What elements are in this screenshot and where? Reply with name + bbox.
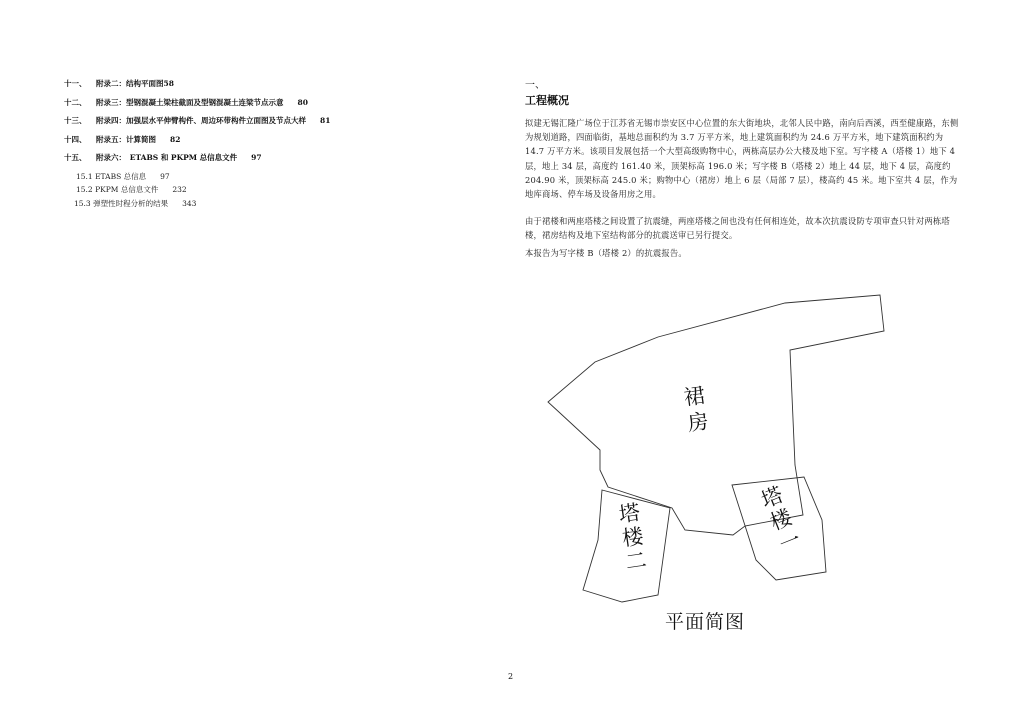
toc-entry-title: 附录五：计算简图 [96,134,156,144]
toc-subentry-page: 343 [182,198,197,208]
toc-entry-page: 97 [251,153,262,162]
toc-entry[interactable] [64,78,484,97]
toc-subentry[interactable] [64,184,484,198]
tower1-label-char-3: 一 [775,527,805,558]
toc-entry-number: 十四、 [64,134,87,144]
table-of-contents [64,78,484,211]
section-title: 工程概况 [525,94,569,107]
toc-subentry-title: 15.3 弹塑性时程分析的结果 [74,198,169,208]
toc-entry[interactable] [64,134,484,153]
toc-entry-number: 十五、 [64,153,87,162]
toc-subentry-title: 15.1 ETABS 总信息 [76,171,147,181]
tower1-label-char-1: 塔 [757,482,787,513]
seismic-joint-paragraph: 由于裙楼和两座塔楼之间设置了抗震缝，两座塔楼之间也没有任何相连处，故本次抗震设防专项审查只针对两栋塔楼，裙房结构及地下室结构部分的抗震送审已另行提交。 [525,216,950,241]
section-number: 一、 [525,80,545,91]
toc-subentry-page: 232 [172,185,187,194]
toc-entry-title: 附录六： ETABS 和 PKPM 总信息文件 [96,153,238,162]
figure-caption: 平面简图 [665,611,746,633]
podium-label-char-2: 房 [685,409,711,436]
podium-label-char-1: 裙 [682,383,707,410]
toc-entry-title: 附录三：型钢混凝土梁柱截面及型钢混凝土连梁节点示意 [96,97,284,107]
toc-entry-title: 附录四：加强层水平伸臂构件、周边环带构件立面图及节点大样 [96,116,306,125]
toc-entry-page: 80 [297,97,308,107]
page-number: 2 [508,672,514,681]
toc-subentry-title: 15.2 PKPM 总信息文件 [76,185,159,194]
tower2-label-char-1: 塔 [617,500,642,527]
report-scope-paragraph: 本报告为写字楼 B（塔楼 2）的抗震报告。 [525,248,687,258]
toc-entry-number: 十一、 [64,79,87,88]
toc-entry-page: 82 [170,134,181,144]
tower2-label-char-2: 楼 [620,524,645,551]
toc-entry-title: 附录二：结构平面图 [96,79,164,88]
tower2-label-char-3: 二 [624,547,649,575]
toc-entry[interactable] [64,152,484,171]
toc-entry[interactable] [64,115,484,134]
toc-subentry[interactable] [64,171,484,185]
overview-paragraph: 拟建无锡汇隆广场位于江苏省无锡市崇安区中心位置的东大街地块，北邻人民中路，南向后西溪，西至健康路，东侧为规划道路，四面临街，基地总面积约为 3.7 万平方米，地上建筑面积约为 24.6 万平方米，地下建筑面积约为 14.7 万平方米。该项目发展包括一个大型高级购物中心，两栋高层办公大楼及地下室。写字楼 A（塔楼 1）地下 4 层，地上 34 层，高度约 161.40 米，顶架标高 196.0 米；写字楼 B（塔楼 2）地上 44 层，地下 4 层，高度约 204.90 米，顶架标高 245.0 米；购物中心（裙房）地上 6 层（局部 7 层），楼高约 45 米。地下室共 4 层，作为地库商场、停车场及设备用房之用。 [525,118,959,200]
toc-entry[interactable] [64,97,484,116]
podium-outline [548,295,884,535]
toc-subentry[interactable] [64,198,484,212]
site-plan-diagram [540,290,900,620]
toc-entry-page: 58 [163,79,174,88]
toc-entry-page: 81 [320,116,331,125]
toc-entry-number: 十二、 [64,97,87,107]
tower1-label-char-2: 楼 [766,504,796,535]
toc-entry-number: 十三、 [64,116,87,125]
toc-subentry-page: 97 [160,171,170,181]
